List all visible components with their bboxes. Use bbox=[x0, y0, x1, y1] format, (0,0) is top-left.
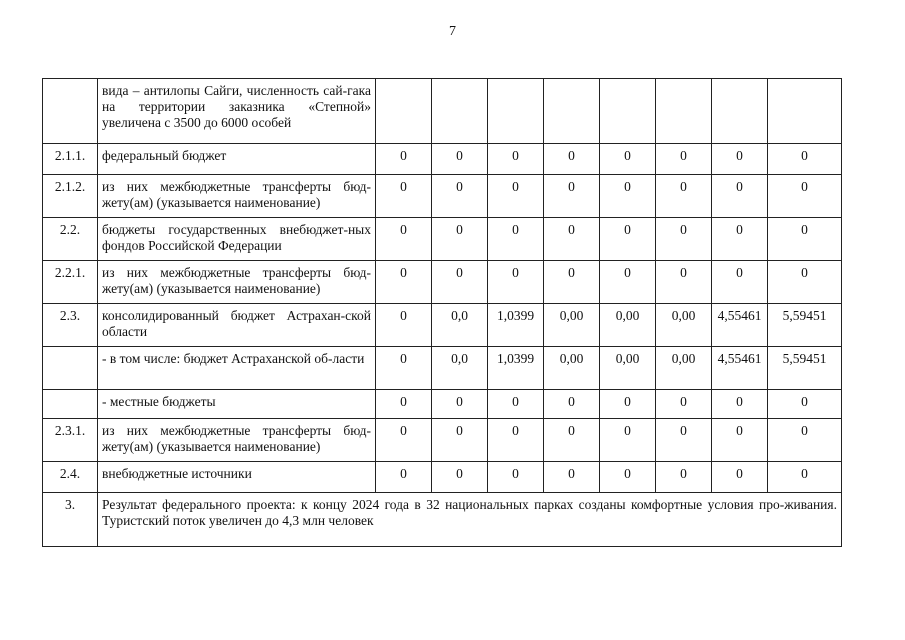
value-cell: 0 bbox=[656, 175, 712, 218]
empty-cell bbox=[544, 79, 600, 144]
empty-cell bbox=[656, 79, 712, 144]
value-cell: 0 bbox=[488, 218, 544, 261]
table-row bbox=[43, 218, 842, 261]
value-cell: 0 bbox=[544, 144, 600, 175]
row-code bbox=[43, 390, 98, 419]
row-description: - местные бюджеты bbox=[98, 390, 376, 419]
empty-cell bbox=[376, 79, 432, 144]
value-cell: 0 bbox=[600, 419, 656, 462]
value-cell: 0 bbox=[544, 419, 600, 462]
value-cell: 0 bbox=[712, 218, 768, 261]
value-cell: 1,0399 bbox=[488, 304, 544, 347]
value-cell: 0 bbox=[712, 419, 768, 462]
value-cell: 0 bbox=[768, 144, 842, 175]
value-cell: 0 bbox=[432, 144, 488, 175]
value-cell: 0 bbox=[712, 175, 768, 218]
value-cell: 0 bbox=[600, 175, 656, 218]
value-cell: 0 bbox=[600, 390, 656, 419]
empty-cell bbox=[600, 79, 656, 144]
value-cell: 0 bbox=[432, 218, 488, 261]
value-cell: 5,59451 bbox=[768, 347, 842, 390]
page-number: 7 bbox=[449, 24, 456, 39]
result-description: Результат федерального проекта: к концу 2024 года в 32 национальных парках созданы комфортные условия про-живания. Туристский поток увеличен до 4,3 млн человек bbox=[98, 493, 842, 547]
value-cell: 4,55461 bbox=[712, 347, 768, 390]
value-cell: 0 bbox=[768, 419, 842, 462]
row-code bbox=[43, 347, 98, 390]
row-description: федеральный бюджет bbox=[98, 144, 376, 175]
row-code: 2.4. bbox=[43, 462, 98, 493]
table-row bbox=[43, 462, 842, 493]
empty-cell bbox=[768, 79, 842, 144]
row-description: из них межбюджетные трансферты бюд-жету(ам) (указывается наименование) bbox=[98, 261, 376, 304]
value-cell: 4,55461 bbox=[712, 304, 768, 347]
value-cell: 0 bbox=[656, 144, 712, 175]
table-row-result bbox=[43, 493, 842, 547]
value-cell: 0,00 bbox=[656, 347, 712, 390]
value-cell: 0 bbox=[432, 390, 488, 419]
row-description: из них межбюджетные трансферты бюд-жету(ам) (указывается наименование) bbox=[98, 419, 376, 462]
value-cell: 0 bbox=[376, 144, 432, 175]
row-code: 2.1.1. bbox=[43, 144, 98, 175]
value-cell: 0 bbox=[432, 261, 488, 304]
value-cell: 0 bbox=[376, 462, 432, 493]
value-cell: 0 bbox=[544, 462, 600, 493]
value-cell: 0 bbox=[656, 218, 712, 261]
row-code: 2.2. bbox=[43, 218, 98, 261]
value-cell: 0 bbox=[488, 419, 544, 462]
row-code: 2.3. bbox=[43, 304, 98, 347]
table-row bbox=[43, 347, 842, 390]
value-cell: 0 bbox=[544, 390, 600, 419]
value-cell: 0,00 bbox=[656, 304, 712, 347]
table-row bbox=[43, 304, 842, 347]
value-cell: 0 bbox=[768, 175, 842, 218]
table-row bbox=[43, 261, 842, 304]
value-cell: 0 bbox=[768, 462, 842, 493]
value-cell: 0 bbox=[600, 261, 656, 304]
value-cell: 0 bbox=[376, 261, 432, 304]
value-cell: 0 bbox=[432, 462, 488, 493]
value-cell: 0 bbox=[600, 462, 656, 493]
value-cell: 0 bbox=[656, 462, 712, 493]
row-description: из них межбюджетные трансферты бюд-жету(ам) (указывается наименование) bbox=[98, 175, 376, 218]
value-cell: 0 bbox=[768, 261, 842, 304]
table-row bbox=[43, 419, 842, 462]
value-cell: 1,0399 bbox=[488, 347, 544, 390]
budget-table bbox=[42, 78, 842, 547]
empty-cell bbox=[432, 79, 488, 144]
value-cell: 0,0 bbox=[432, 304, 488, 347]
value-cell: 0 bbox=[600, 144, 656, 175]
row-description: внебюджетные источники bbox=[98, 462, 376, 493]
value-cell: 0 bbox=[432, 175, 488, 218]
value-cell: 0 bbox=[768, 218, 842, 261]
value-cell: 0,00 bbox=[600, 347, 656, 390]
row-code: 3. bbox=[43, 493, 98, 547]
table-row bbox=[43, 390, 842, 419]
row-description: бюджеты государственных внебюджет-ных фондов Российской Федерации bbox=[98, 218, 376, 261]
value-cell: 0,00 bbox=[600, 304, 656, 347]
empty-cell bbox=[712, 79, 768, 144]
value-cell: 0 bbox=[712, 462, 768, 493]
table-row-continuation bbox=[43, 79, 842, 144]
row-code: 2.1.2. bbox=[43, 175, 98, 218]
value-cell: 0 bbox=[712, 390, 768, 419]
value-cell: 0,00 bbox=[544, 304, 600, 347]
value-cell: 0 bbox=[712, 261, 768, 304]
row-code: 2.2.1. bbox=[43, 261, 98, 304]
value-cell: 0 bbox=[488, 462, 544, 493]
value-cell: 0,00 bbox=[544, 347, 600, 390]
value-cell: 0 bbox=[432, 419, 488, 462]
row-description: - в том числе: бюджет Астраханской об-ласти bbox=[98, 347, 376, 390]
value-cell: 0 bbox=[544, 218, 600, 261]
value-cell: 0 bbox=[544, 175, 600, 218]
table-row bbox=[43, 175, 842, 218]
row-code: 2.3.1. bbox=[43, 419, 98, 462]
value-cell: 0 bbox=[376, 218, 432, 261]
value-cell: 0 bbox=[488, 144, 544, 175]
table-row bbox=[43, 144, 842, 175]
value-cell: 0 bbox=[768, 390, 842, 419]
value-cell: 0 bbox=[376, 347, 432, 390]
row-code bbox=[43, 79, 98, 144]
row-description: консолидированный бюджет Астрахан-ской области bbox=[98, 304, 376, 347]
value-cell: 0 bbox=[488, 175, 544, 218]
value-cell: 0,0 bbox=[432, 347, 488, 390]
value-cell: 0 bbox=[656, 419, 712, 462]
value-cell: 0 bbox=[544, 261, 600, 304]
value-cell: 5,59451 bbox=[768, 304, 842, 347]
row-description: вида – антилопы Сайги, численность сай-гака на территории заказника «Степной» увеличена с 3500 до 6000 особей bbox=[98, 79, 376, 144]
value-cell: 0 bbox=[376, 390, 432, 419]
empty-cell bbox=[488, 79, 544, 144]
value-cell: 0 bbox=[488, 390, 544, 419]
value-cell: 0 bbox=[488, 261, 544, 304]
value-cell: 0 bbox=[376, 304, 432, 347]
value-cell: 0 bbox=[656, 261, 712, 304]
value-cell: 0 bbox=[656, 390, 712, 419]
value-cell: 0 bbox=[712, 144, 768, 175]
value-cell: 0 bbox=[376, 175, 432, 218]
value-cell: 0 bbox=[376, 419, 432, 462]
value-cell: 0 bbox=[600, 218, 656, 261]
